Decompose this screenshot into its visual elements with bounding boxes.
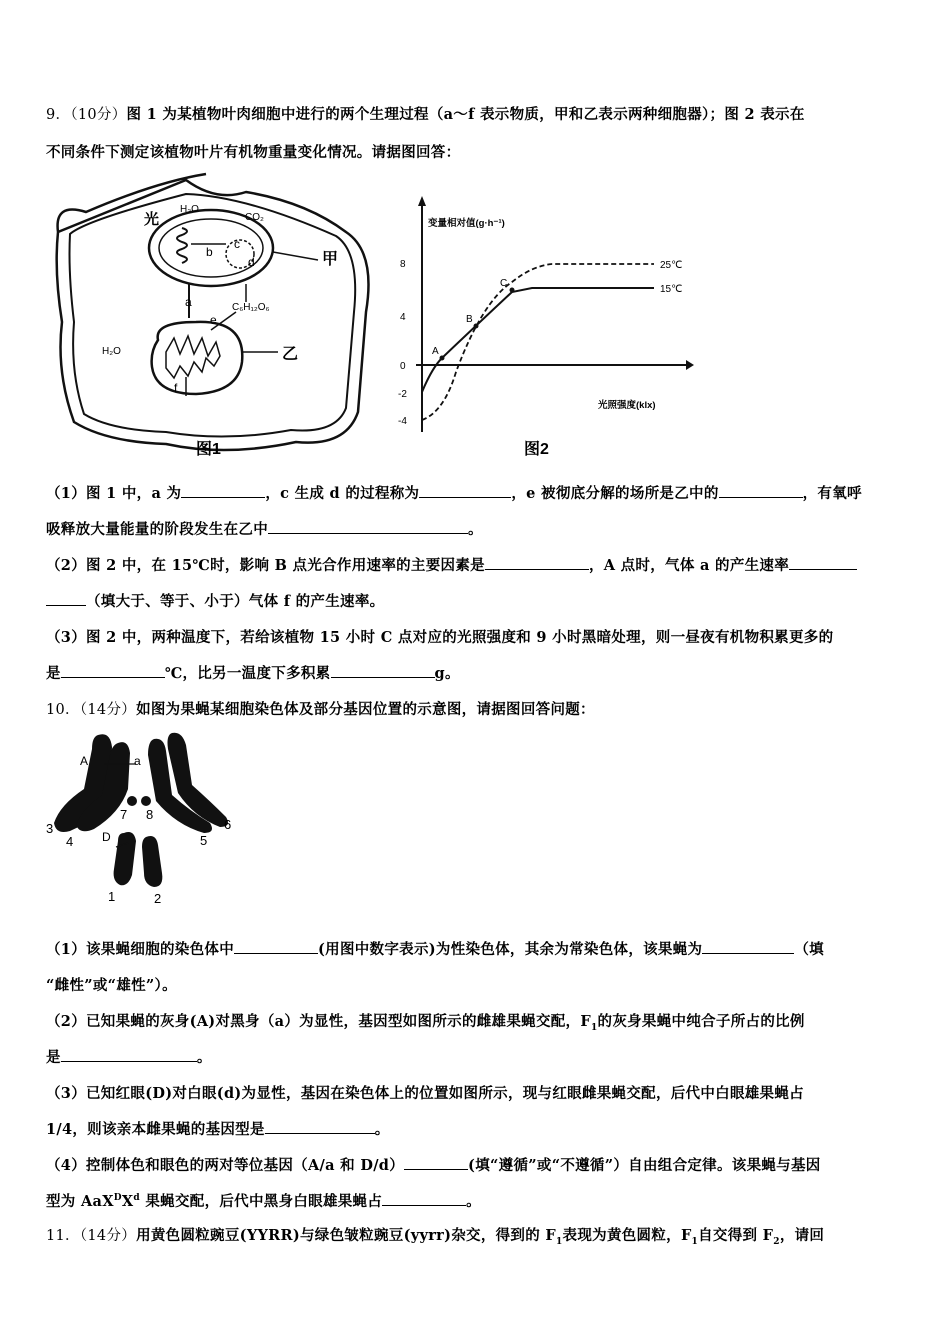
q11-sub1: 1 [555, 1236, 563, 1247]
q10-p2-text1: （2）已知果蝇的灰身(A)对黑身（a）为显性，基因型如图所示的雌雄果蝇交配，F [46, 1013, 591, 1030]
q10-p4-blank2[interactable] [382, 1191, 466, 1206]
q10-p2-text4: 。 [196, 1049, 212, 1066]
fig2-ylabel: 变量相对值(g·h⁻¹) [428, 218, 505, 229]
q9-p2-text1: （2）图 2 中，在 15℃时，影响 B 点光合作用速率的主要因素是 [46, 557, 485, 574]
q9-p2-text3: （填大于、等于、小于）气体 f 的产生速率。 [86, 593, 385, 610]
chromosome-8 [141, 796, 151, 806]
q10-p1-text3: （填 [794, 941, 824, 958]
q9-p3-text4: g。 [434, 665, 460, 682]
q11-score: （14分） [79, 1228, 137, 1244]
q10-score: （14分） [79, 702, 137, 718]
q9-part3-line1: （3）图 2 中，两种温度下，若给该植物 15 小时 C 点对应的光照强度和 9 小时黑暗处理，则一昼夜有机物积累更多的 [46, 629, 834, 646]
q10-part3-line2 [46, 1118, 390, 1139]
chromosome-2 [142, 836, 162, 887]
fig2-ytick-m4: -4 [398, 416, 407, 427]
q9-part2-line2 [46, 590, 384, 611]
mitochondrion-outer [152, 322, 243, 394]
q10-p4-text5: 果蝇交配，后代中黑身白眼雄果蝇占 [140, 1193, 383, 1210]
q9-number: 9． [46, 107, 71, 123]
q10-p4-text6: 。 [466, 1193, 481, 1210]
q11-stem [46, 1224, 824, 1247]
q9-part3-line2 [46, 662, 460, 683]
q9-stem-line2: 不同条件下测定该植物叶片有机物重量变化情况。请据图回答： [46, 144, 461, 161]
q11-text3: 自交得到 F [698, 1227, 774, 1244]
q9-p1-text3: ，e 被彻底分解的场所是乙中的 [511, 485, 719, 502]
fig1-caption: 图1 [196, 441, 221, 458]
fig1-label-d: d [248, 255, 255, 269]
fig2-label-b: B [466, 314, 473, 325]
fig2-ytick-m2: -2 [398, 389, 407, 400]
q10-chromosome-figure [40, 725, 250, 905]
q10-p4-sup2: d [133, 1193, 141, 1204]
fig2-point-c [510, 288, 515, 293]
q9-part2-line1 [46, 554, 857, 575]
chrom-num-7: 7 [120, 807, 128, 822]
q9-figure1 [46, 172, 376, 460]
fig1-label-h2o-left: H₂O [102, 346, 121, 357]
fig1-label-jia: 甲 [322, 251, 339, 268]
q9-p1-blank1[interactable] [181, 483, 265, 498]
chrom-num-2: 2 [154, 891, 162, 905]
q10-p1-blank2[interactable] [702, 939, 794, 954]
q9-p1-text2: ，c 生成 d 的过程称为 [265, 485, 420, 502]
fig2-curve-15c [422, 288, 654, 392]
q10-part3-line1: （3）已知红眼(D)对白眼(d)为显性，基因在染色体上的位置如图所示，现与红眼雌果蝇交配，后代中白眼雄果蝇占 [46, 1085, 804, 1102]
q9-part1-line2 [46, 518, 483, 539]
fig2-ytick-8: 8 [400, 259, 406, 270]
chrom-num-6: 6 [224, 817, 232, 832]
fig1-label-c: c [234, 237, 240, 251]
q10-stem-text: 如图为果蝇某细胞染色体及部分基因位置的示意图，请据图回答问题： [136, 701, 595, 718]
q9-p1-blank2[interactable] [419, 483, 511, 498]
q11-number: 11． [46, 1228, 80, 1244]
q9-p3-blank1[interactable] [61, 663, 165, 678]
q9-p2-blank1[interactable] [485, 555, 589, 570]
q10-p1-text1: （1）该果蝇细胞的染色体中 [46, 941, 234, 958]
fig2-ytick-0: 0 [400, 361, 406, 372]
q10-p4-text2: (填“遵循”或“不遵循”）自由组合定律。该果蝇与基因 [468, 1157, 821, 1174]
fig2-series-15c: 15℃ [660, 284, 683, 295]
q11-text4: ，请回 [779, 1227, 825, 1244]
fig2-point-a [440, 356, 445, 361]
q10-part1-line1 [46, 938, 824, 959]
fig2-label-a: A [432, 346, 439, 357]
q10-p4-sup1: D [113, 1193, 122, 1204]
q9-p1-text1: （1）图 1 中，a 为 [46, 485, 182, 502]
q10-p4-blank1[interactable] [404, 1155, 468, 1170]
fig2-point-b [474, 324, 479, 329]
q10-p1-text2: (用图中数字表示)为性染色体，其余为常染色体，该果蝇为 [318, 941, 703, 958]
q10-p4-text1: （4）控制体色和眼色的两对等位基因（A/a 和 D/d） [46, 1157, 405, 1174]
gene-label-A: A [80, 754, 89, 768]
q10-part4-line2 [46, 1190, 481, 1211]
chrom-num-8: 8 [146, 807, 154, 822]
q10-p2-text3: 是 [46, 1049, 61, 1066]
q9-part1-line1 [46, 482, 862, 503]
q9-p2-text2: ，A 点时，气体 a 的产生速率 [588, 557, 790, 574]
fig1-label-b: b [206, 245, 213, 259]
fig1-label-f: f [174, 381, 178, 395]
q10-p4-text4: X [121, 1193, 134, 1210]
fig1-label-h2o-top: H₂O [180, 204, 199, 215]
q9-p1-blank3[interactable] [719, 483, 803, 498]
fig1-label-e: e [210, 313, 217, 327]
q9-p3-blank2[interactable] [331, 663, 435, 678]
q10-p2-blank1[interactable] [61, 1047, 197, 1062]
chromosome-7 [127, 796, 137, 806]
q9-figure2 [392, 172, 708, 460]
fig2-xlabel: 光照强度(klx) [598, 400, 656, 411]
q9-p3-text2: 是 [46, 665, 61, 682]
q10-p2-sub1: 1 [590, 1022, 598, 1033]
gene-label-a: a [134, 754, 141, 768]
gene-label-D: D [102, 830, 111, 844]
q11-text1: 用黄色圆粒豌豆(YYRR)与绿色皱粒豌豆(yyrr)杂交，得到的 F [136, 1227, 556, 1244]
q9-p1-text5: 吸释放大量能量的阶段发生在乙中 [46, 521, 268, 538]
q9-stem-text1: 图 1 为某植物叶肉细胞中进行的两个生理过程（a～f 表示物质，甲和乙表示两种细胞器）；图 2 表示在 [126, 106, 805, 123]
fig1-label-light: 光 [144, 211, 160, 228]
chrom-num-3: 3 [46, 821, 54, 836]
q10-p3-text3: 。 [374, 1121, 390, 1138]
fig2-label-c: C [500, 278, 508, 289]
q11-text2: 表现为黄色圆粒，F [562, 1227, 692, 1244]
chrom-num-4: 4 [66, 834, 74, 849]
fig2-ytick-4: 4 [400, 312, 406, 323]
q10-p4-text3: 型为 AaX [46, 1193, 114, 1210]
q10-stem [46, 698, 595, 719]
q9-p1-blank4[interactable] [268, 519, 468, 534]
q9-stem-line1 [46, 103, 805, 124]
thylakoid-stack [177, 228, 187, 263]
fig1-label-a: a [185, 295, 192, 309]
q9-p2-blank2[interactable] [789, 555, 857, 570]
q9-p1-text6: 。 [468, 521, 483, 538]
chrom-num-5: 5 [200, 833, 208, 848]
q10-part2-line2 [46, 1046, 212, 1067]
q9-p3-text3: ℃，比另一温度下多积累 [164, 665, 331, 682]
q10-p3-blank1[interactable] [265, 1119, 375, 1134]
q10-part1-line2: “雌性”或“雄性”）。 [46, 977, 177, 994]
q10-p1-blank1[interactable] [234, 939, 318, 954]
q10-part2-line1 [46, 1010, 805, 1033]
q9-p1-text4: ，有氧呼 [802, 485, 862, 502]
q10-p2-text2: 的灰身果蝇中纯合子所占的比例 [597, 1013, 805, 1030]
mitochondrion-cristae [166, 336, 220, 378]
q11-sub3: 2 [773, 1236, 780, 1247]
fig2-caption: 图2 [524, 441, 549, 458]
q10-part4-line1 [46, 1154, 821, 1175]
fig1-label-yi: 乙 [282, 346, 299, 363]
fig2-series-25c: 25℃ [660, 260, 683, 271]
q10-p3-text2: 1/4，则该亲本雌果蝇的基因型是 [46, 1121, 265, 1138]
q11-sub2: 1 [691, 1236, 699, 1247]
chrom-num-1: 1 [108, 889, 116, 904]
q10-number: 10． [46, 702, 80, 718]
q9-p2-blank2-cont[interactable] [46, 591, 86, 606]
fig1-label-c6h12o6: C₆H₁₂O₆ [232, 302, 270, 313]
fig1-label-co2: CO₂ [245, 212, 264, 223]
chromosome-1 [114, 832, 136, 885]
q9-score: （10分） [70, 107, 127, 123]
